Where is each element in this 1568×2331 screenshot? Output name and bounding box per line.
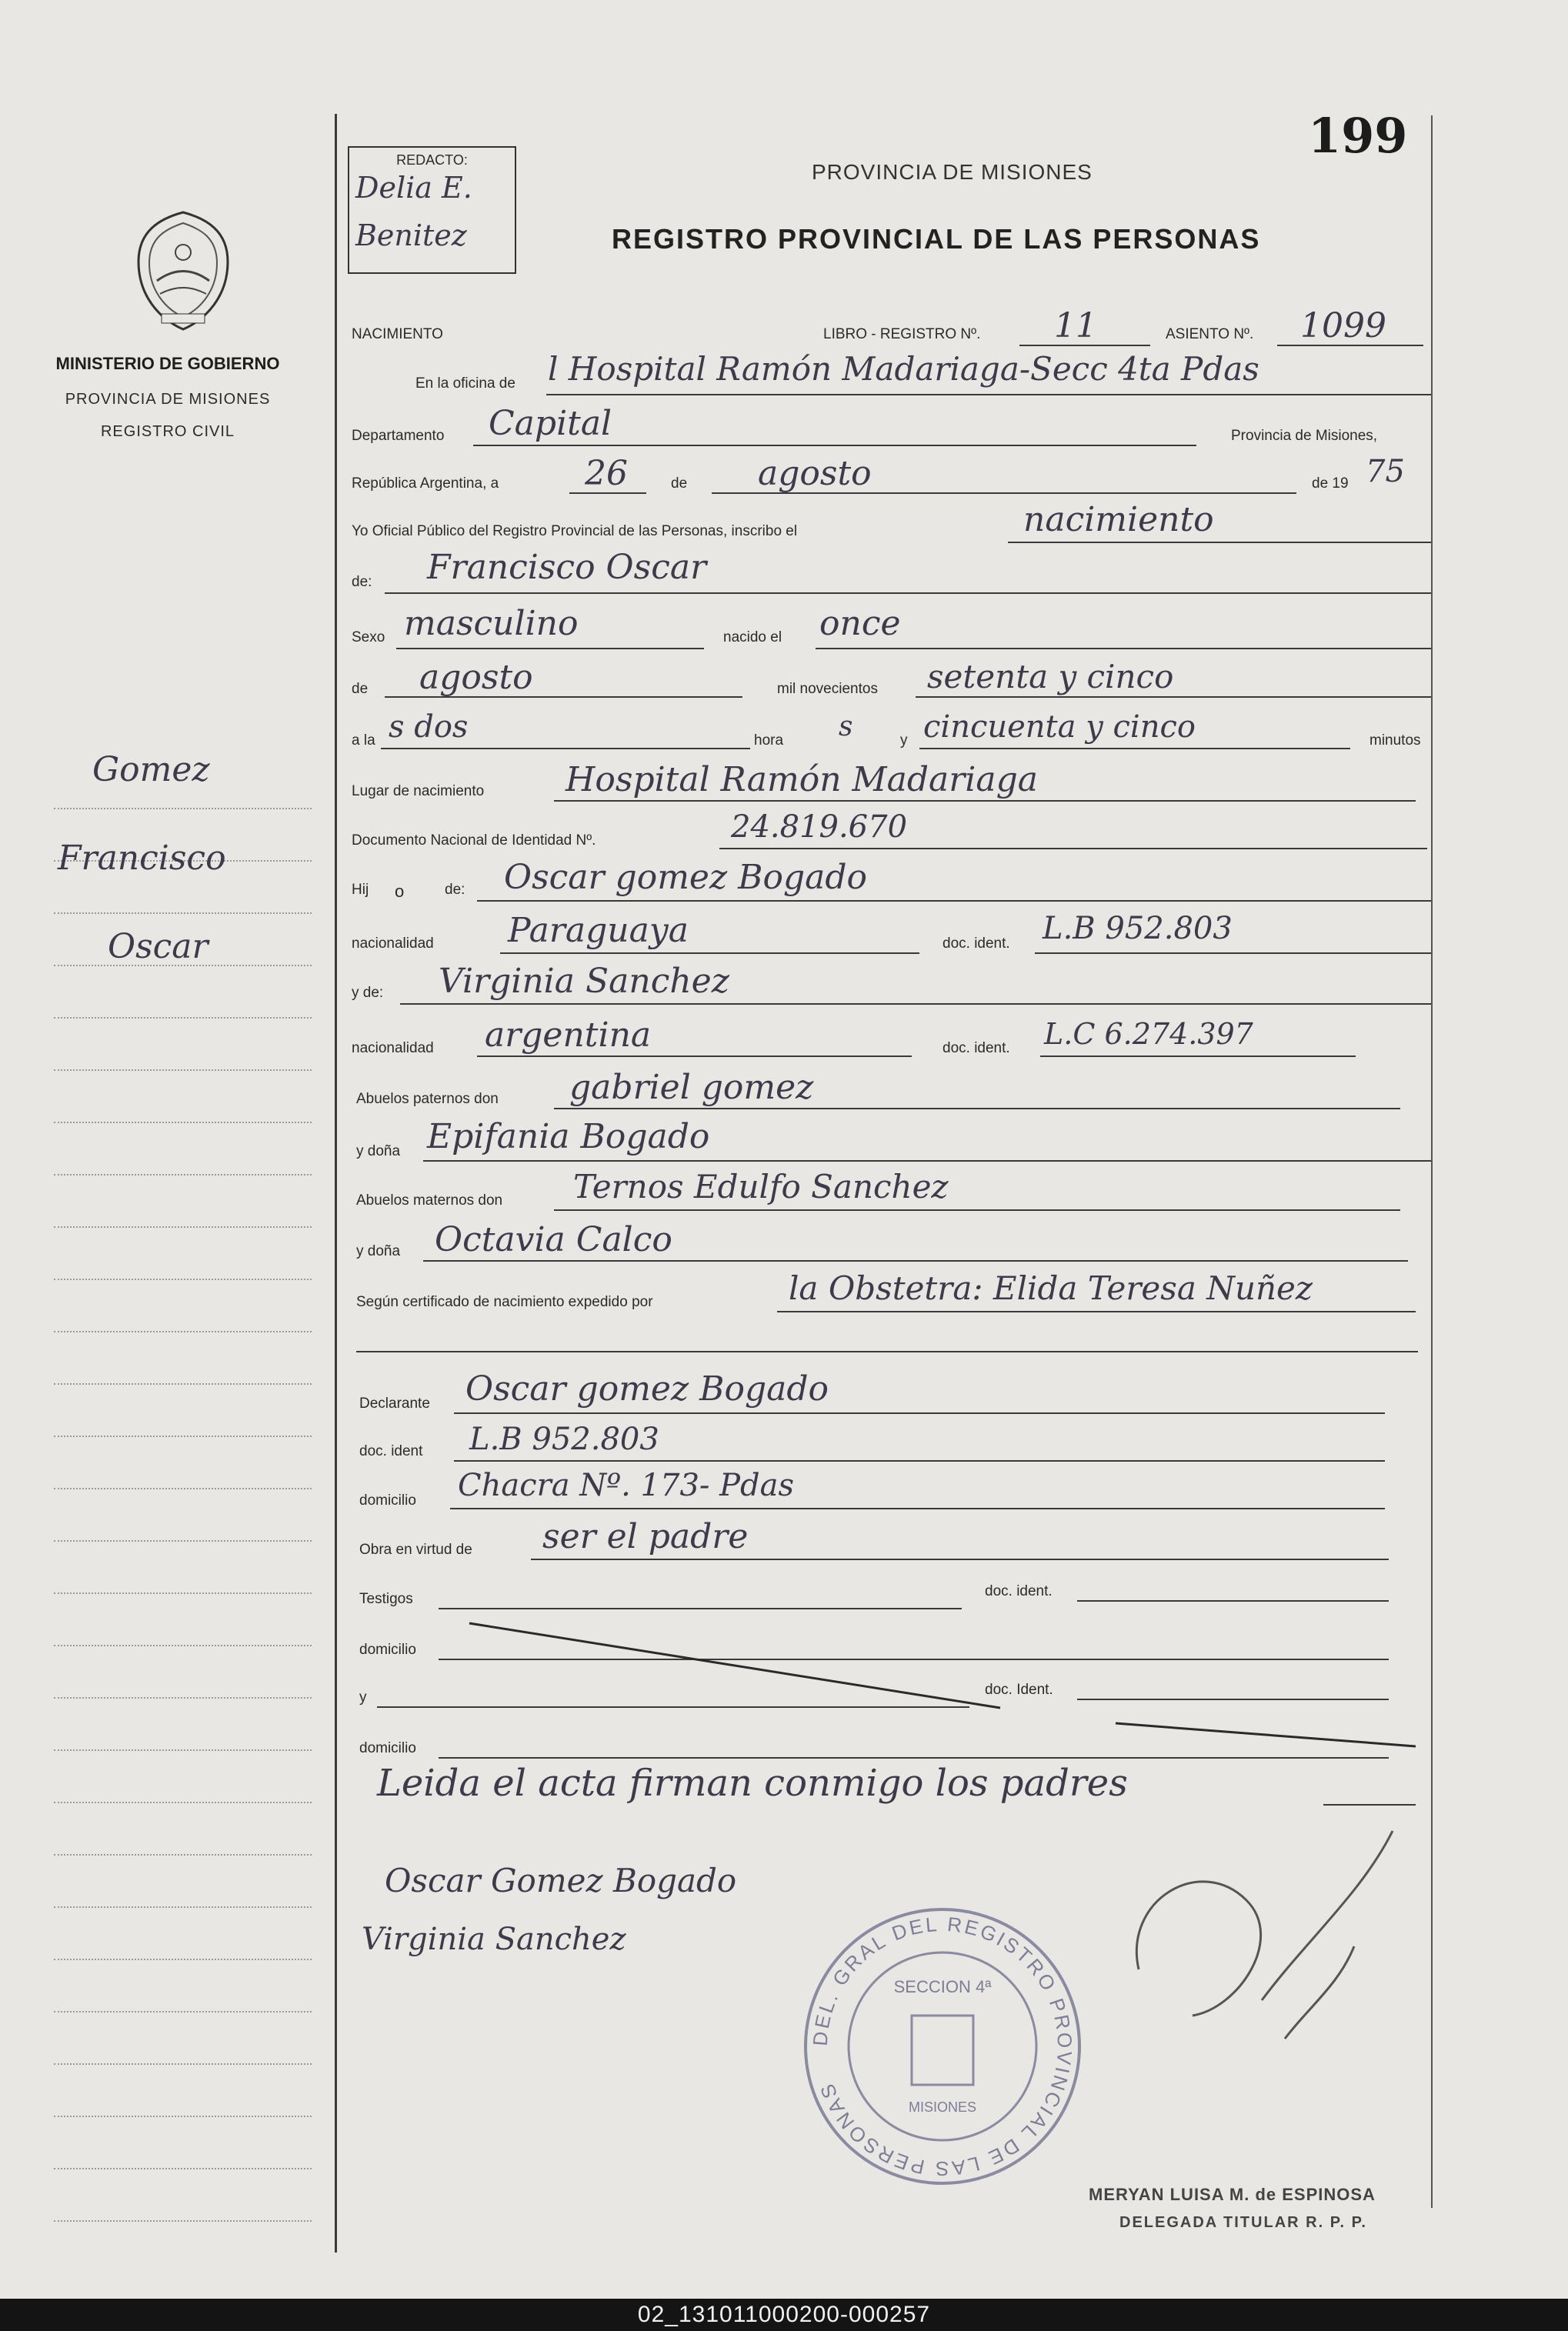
docident1-value: L.B 952.803 xyxy=(1043,911,1233,946)
republica-label: República Argentina, a xyxy=(352,475,499,492)
lugar-label: Lugar de nacimiento xyxy=(352,783,485,799)
domicilio-label: domicilio xyxy=(359,1492,416,1509)
departamento-value: Capital xyxy=(489,404,612,443)
alas-label: a la xyxy=(352,732,375,749)
oficina-label: En la oficina de xyxy=(415,375,515,392)
certificado-label: Según certificado de nacimiento expedido por xyxy=(356,1294,653,1310)
nac2-value: argentina xyxy=(485,1015,652,1055)
docident5-label: doc. Ident. xyxy=(985,1682,1053,1698)
nacido-label: nacido el xyxy=(723,629,782,645)
firma-madre: Virginia Sanchez xyxy=(362,1922,626,1957)
declarante-value: Oscar gomez Bogado xyxy=(465,1369,829,1409)
docident2-label: doc. ident. xyxy=(942,1040,1010,1056)
oficial-text: Yo Oficial Público del Registro Provincial de las Personas, inscribo el xyxy=(352,523,798,539)
delegada-title: DELEGADA TITULAR R. P. P. xyxy=(1119,2214,1367,2231)
de-label: de xyxy=(671,475,688,492)
libro-label: LIBRO - REGISTRO Nº. xyxy=(823,326,981,342)
de2-label: de: xyxy=(352,574,372,590)
nacido-value: once xyxy=(819,604,901,643)
horas-suffix: s xyxy=(839,711,853,742)
hijo-de-label: de: xyxy=(445,882,465,898)
margin-name-1: Francisco xyxy=(58,839,226,878)
declarante-label: Declarante xyxy=(359,1396,430,1412)
provincia-suffix: Provincia de Misiones, xyxy=(1231,428,1378,444)
stamp-inner-text: SECCION 4ª xyxy=(893,1977,992,1996)
sexo-label: Sexo xyxy=(352,629,385,645)
nacimiento-label: NACIMIENTO xyxy=(352,326,443,342)
redacto-box xyxy=(348,146,516,274)
margin-surname: Gomez xyxy=(92,750,210,789)
de3-label: de xyxy=(352,681,369,697)
official-stamp xyxy=(796,1900,1089,2193)
page-number: 199 xyxy=(1308,108,1408,164)
abuelos-m-label: Abuelos maternos don xyxy=(356,1192,503,1209)
domicilio3-label: domicilio xyxy=(359,1740,416,1756)
testigos-label: Testigos xyxy=(359,1591,413,1607)
padre-value: Oscar gomez Bogado xyxy=(504,858,868,897)
sidebar-province: PROVINCIA DE MISIONES xyxy=(65,391,271,408)
docident4-label: doc. ident. xyxy=(985,1583,1053,1599)
sexo-value: masculino xyxy=(404,604,579,643)
mes-nac-value: agosto xyxy=(419,658,533,697)
de-year-label: de 19 xyxy=(1312,475,1349,492)
ydona1-label: y doña xyxy=(356,1143,401,1159)
abuela-p-value: Epifania Bogado xyxy=(427,1117,710,1156)
madre-value: Virginia Sanchez xyxy=(439,962,729,1001)
ministry-title: MINISTERIO DE GOBIERNO xyxy=(55,354,280,373)
minutos-label: minutos xyxy=(1369,732,1421,749)
delegada-name: MERYAN LUISA M. de ESPINOSA xyxy=(1089,2185,1376,2204)
nac1-value: Paraguaya xyxy=(508,911,689,950)
nac2-label: nacionalidad xyxy=(352,1040,434,1056)
certificado-value: la Obstetra: Elida Teresa Nuñez xyxy=(789,1269,1313,1307)
docident2-value: L.C 6.274.397 xyxy=(1044,1017,1253,1051)
closing-text: Leida el acta firman conmigo los padres xyxy=(377,1762,1128,1805)
margin-name-2: Oscar xyxy=(108,927,209,966)
redacto-signature-2: Benitez xyxy=(355,218,467,252)
nac1-label: nacionalidad xyxy=(352,935,434,952)
stamp-inner-text-2: MISIONES xyxy=(908,2099,977,2115)
redacto-label: REDACTO: xyxy=(396,152,468,168)
right-rule xyxy=(1431,115,1433,2208)
mil-label: mil novecientos xyxy=(777,681,878,697)
dia-value: 26 xyxy=(585,454,628,493)
testigos-strike xyxy=(462,1616,1431,1754)
oficina-value: l Hospital Ramón Madariaga-Secc 4ta Pdas xyxy=(548,350,1259,388)
dni-value: 24.819.670 xyxy=(731,809,908,845)
lugar-value: Hospital Ramón Madariaga xyxy=(565,760,1038,799)
abuelo-m-value: Ternos Edulfo Sanchez xyxy=(573,1168,949,1206)
anio-nac-value: setenta y cinco xyxy=(927,658,1174,695)
departamento-label: Departamento xyxy=(352,428,445,444)
obra-label: Obra en virtud de xyxy=(359,1542,472,1558)
page-title: REGISTRO PROVINCIAL DE LAS PERSONAS xyxy=(612,223,1261,255)
ydona2-label: y doña xyxy=(356,1243,401,1259)
hijo-label: Hij xyxy=(352,882,369,898)
redacto-signature-1: Delia E. xyxy=(355,171,472,205)
firma-padre: Oscar Gomez Bogado xyxy=(385,1862,737,1899)
hijo-suffix: o xyxy=(395,882,405,901)
docident3-label: doc. ident xyxy=(359,1443,423,1459)
horas-label: hora xyxy=(754,732,784,749)
domicilio-value: Chacra Nº. 173- Pdas xyxy=(458,1468,795,1503)
mes-value: agosto xyxy=(758,454,872,493)
domicilio2-label: domicilio xyxy=(359,1642,416,1658)
image-id-footer: 02_131011000200-000257 xyxy=(0,2299,1568,2331)
sidebar-registry: REGISTRO CIVIL xyxy=(100,423,235,440)
obra-value: ser el padre xyxy=(542,1517,749,1556)
y-label: y xyxy=(900,732,908,749)
libro-value: 11 xyxy=(1054,306,1097,345)
coat-of-arms-icon xyxy=(129,208,237,335)
asiento-value: 1099 xyxy=(1300,306,1386,345)
nombre-value: Francisco Oscar xyxy=(427,548,707,587)
minutos-value: cincuenta y cinco xyxy=(923,709,1196,745)
docident1-label: doc. ident. xyxy=(942,935,1010,952)
abuelo-p-value: gabriel gomez xyxy=(569,1068,814,1107)
official-signature xyxy=(1108,1808,1431,2054)
asiento-label: ASIENTO Nº. xyxy=(1166,326,1254,342)
year-value: 75 xyxy=(1366,454,1405,489)
docident3-value: L.B 952.803 xyxy=(469,1422,659,1457)
dni-label: Documento Nacional de Identidad Nº. xyxy=(352,832,596,849)
hora-value: s dos xyxy=(389,709,469,745)
y2-label: y xyxy=(359,1689,367,1706)
abuela-m-value: Octavia Calco xyxy=(435,1220,672,1259)
abuelos-p-label: Abuelos paternos don xyxy=(356,1091,499,1107)
yde-label: y de: xyxy=(352,985,384,1001)
inscribo-value: nacimiento xyxy=(1023,500,1214,539)
stamp-outer-text: DEL. GRAL DEL REGISTRO PROVINCIAL DE LAS PERSONAS xyxy=(808,1912,1077,2181)
header-province: PROVINCIA DE MISIONES xyxy=(812,160,1093,184)
